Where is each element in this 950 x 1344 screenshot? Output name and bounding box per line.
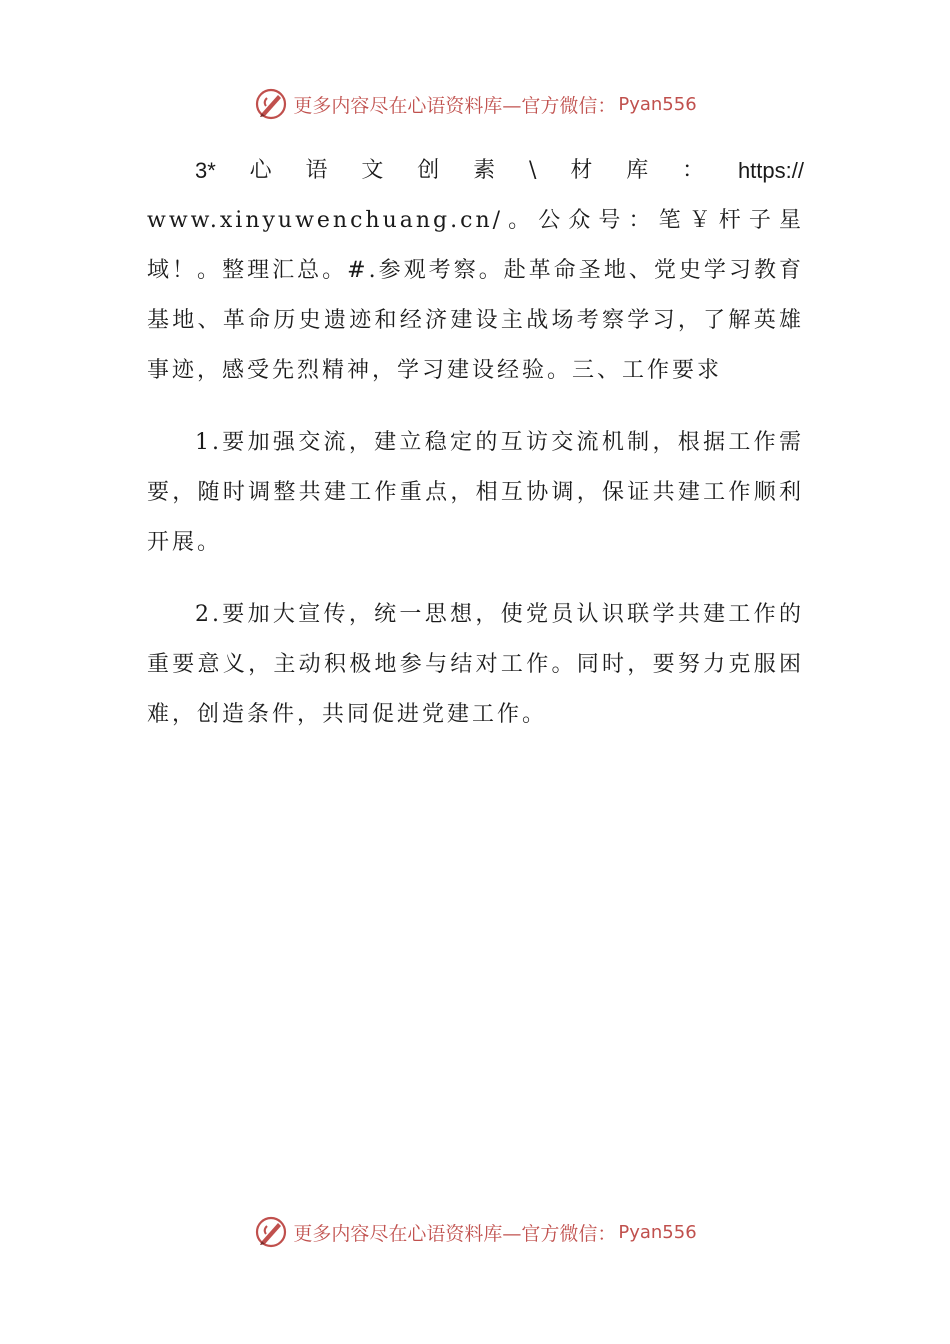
pen-logo-icon: [253, 86, 289, 122]
document-body: [147, 146, 804, 740]
text-token: ：: [682, 158, 705, 183]
text-token: 心: [249, 158, 272, 183]
text-token: 创: [417, 158, 440, 183]
text-token: 语: [305, 158, 328, 183]
paragraph-1-body: www.xinyuwenchuang.cn/。公众号：笔￥杆子星域！。整理汇总。#.参观考察。赴革命圣地、党史学习教育基地、革命历史遗迹和经济建设主战场考察学习，了解英雄事迹，感受先烈精神，学习建设经验。三、工作要求: [147, 208, 804, 383]
text-token: 文: [361, 158, 384, 183]
text-token: 3*: [195, 158, 216, 183]
text-token: 库: [626, 158, 649, 183]
pen-logo-icon: [253, 1214, 289, 1250]
watermark-handle: Pyan556: [618, 1221, 697, 1243]
paragraph-1-first-line: [147, 146, 804, 196]
text-token: https://: [737, 158, 804, 183]
watermark-text: 更多内容尽在心语资料库—官方微信：: [293, 1222, 617, 1245]
watermark-text: 更多内容尽在心语资料库—官方微信：: [293, 94, 617, 117]
text-token: \: [529, 158, 537, 183]
footer-watermark: [0, 1212, 950, 1252]
text-token: 素: [473, 158, 496, 183]
paragraph-3: 2.要加大宣传，统一思想，使党员认识联学共建工作的重要意义，主动积极地参与结对工作。同时，要努力克服困难，创造条件，共同促进党建工作。: [147, 602, 804, 727]
watermark-handle: Pyan556: [618, 93, 697, 115]
header-watermark: [0, 84, 950, 124]
paragraph-2: 1.要加强交流，建立稳定的互访交流机制，根据工作需要，随时调整共建工作重点，相互协调，保证共建工作顺利开展。: [147, 430, 804, 555]
text-token: 材: [570, 158, 593, 183]
